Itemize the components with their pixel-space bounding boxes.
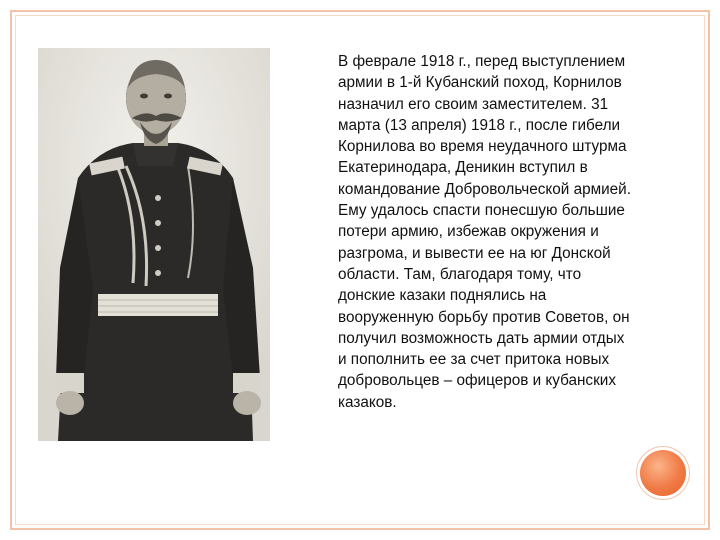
portrait-photo xyxy=(38,48,270,441)
body-text: В феврале 1918 г., перед выступлением армии в 1-й Кубанский поход, Корнилов назначил его своим заместителем. 31 марта (13 апреля) 1918 г., после гибели Корнилова во время неудачного штурма Екатеринодара, Деникин вступил в командование Добровольческой армией. Ему удалось спасти понесшую большие потери армию, избежав окружения и разгрома, и вывести ее на юг Донской области. Там, благодаря тому, что донские казаки поднялись на вооруженную борьбу против Советов, он получил возможность дать армии отдых и пополнить ее за счет притока новых добровольцев – офицеров и кубанских казаков. xyxy=(338,53,631,411)
portrait-figure xyxy=(38,48,270,441)
decorative-orange-circle xyxy=(640,450,686,496)
